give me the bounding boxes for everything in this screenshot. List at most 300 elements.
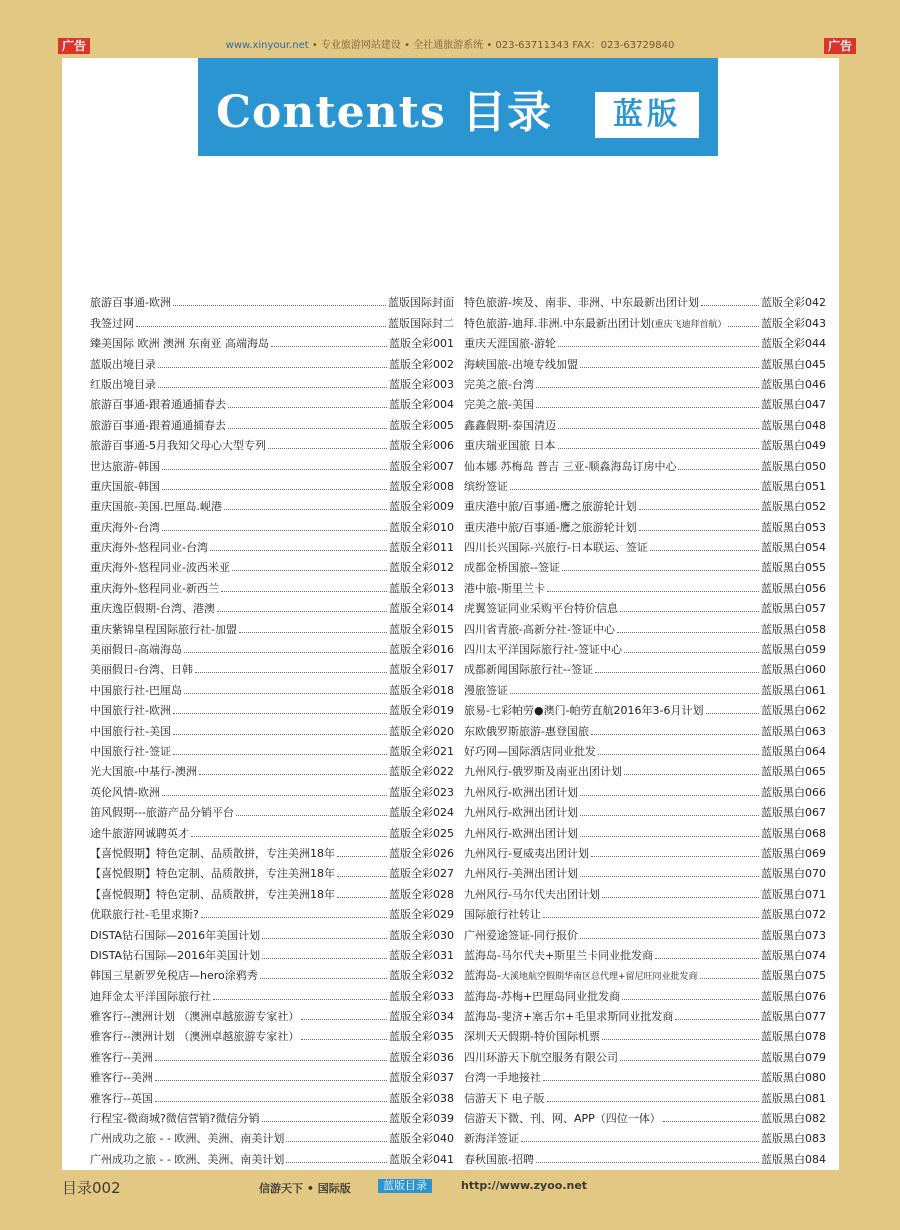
dot-leader [239, 632, 387, 633]
toc-entry-title: 雅客行--美洲 [90, 1050, 153, 1064]
toc-entry-title: 九州风行-欧洲出团计划 [464, 785, 578, 799]
toc-entry[interactable] [464, 351, 826, 371]
toc-entry[interactable] [90, 290, 454, 310]
dot-leader [221, 591, 387, 592]
toc-entry-page: 蓝版黑白053 [761, 520, 826, 534]
dot-leader [286, 1141, 387, 1142]
toc-entry[interactable] [90, 657, 454, 677]
toc-entry[interactable] [90, 1044, 454, 1064]
toc-entry-title: 国际旅行社转让 [464, 908, 541, 922]
toc-entry[interactable] [464, 943, 826, 963]
dot-leader [602, 897, 759, 898]
toc-entry[interactable] [90, 1085, 454, 1105]
toc-entry[interactable] [90, 983, 454, 1003]
toc-entry[interactable] [464, 494, 826, 514]
toc-entry[interactable] [90, 861, 454, 881]
ad-badge-left: 广告 [58, 38, 90, 54]
dot-leader [543, 1080, 759, 1081]
toc-entry-title: 九州风行-欧洲出团计划 [464, 826, 578, 840]
toc-entry-page: 蓝版全彩040 [389, 1132, 454, 1146]
toc-entry-title: 旅游百事通-跟着通通捕春去 [90, 418, 226, 432]
toc-entry-title: 成都新闻国际旅行社--签证 [464, 663, 593, 677]
dot-leader [271, 346, 387, 347]
toc-entry-title: 蓝海岛-马尔代夫+斯里兰卡同业批发商 [464, 948, 654, 962]
toc-entry-title: 东欧俄罗斯旅游-惠登国旅 [464, 724, 589, 738]
toc-entry-page: 蓝版黑白079 [761, 1050, 826, 1064]
dot-leader [580, 815, 759, 816]
toc-entry-page: 蓝版国际封二 [388, 316, 454, 330]
dot-leader [337, 856, 387, 857]
toc-entry-title: 深圳天天假期-特价国际机票 [464, 1030, 600, 1044]
header-text: • 专业旅游网站建设 • 全社通旅游系统 • 023-63711343 [308, 40, 570, 51]
toc-entry[interactable] [464, 412, 826, 432]
toc-entry-note: (重庆飞迪拜首航） [650, 319, 727, 330]
toc-entry-page: 蓝版黑白057 [761, 602, 826, 616]
toc-entry[interactable] [464, 800, 826, 820]
toc-entry-title: 行程宝-微商城?微信营销?微信分销 [90, 1112, 260, 1126]
toc-entry[interactable] [90, 555, 454, 575]
dot-leader [617, 632, 759, 633]
dot-leader [580, 938, 759, 939]
dot-leader [558, 428, 759, 429]
dot-leader [162, 469, 387, 470]
toc-entry-title: 重庆紫锦皇程国际旅行社-加盟 [90, 622, 237, 636]
dot-leader [262, 938, 387, 939]
toc-entry-page: 蓝版全彩031 [389, 948, 454, 962]
toc-entry-page: 蓝版黑白084 [761, 1152, 826, 1166]
toc-entry[interactable] [464, 1085, 826, 1105]
toc-entry[interactable] [90, 310, 454, 330]
dot-leader [201, 917, 387, 918]
toc-entry-page: 蓝版黑白050 [761, 459, 826, 473]
toc-entry[interactable] [90, 596, 454, 616]
site-url[interactable]: www.xinyour.net [225, 40, 309, 51]
toc-entry-title: 光大国旅-中基行-澳洲 [90, 765, 197, 779]
toc-entry-page: 蓝版黑白062 [761, 704, 826, 718]
toc-entry[interactable] [464, 514, 826, 534]
dot-leader [591, 856, 759, 857]
toc-entry-title: 好巧网—国际酒店同业批发 [464, 744, 596, 758]
dot-leader [547, 1101, 760, 1102]
toc-entry-page: 蓝版黑白068 [761, 826, 826, 840]
toc-entry[interactable] [90, 535, 454, 555]
toc-entry[interactable] [464, 1126, 826, 1146]
page-number: 目录002 [62, 1179, 121, 1197]
toc-entry[interactable] [90, 943, 454, 963]
toc-entry-title: 四川长兴国际-兴旅行-日本联运、签证 [464, 541, 648, 555]
toc-entry[interactable] [90, 779, 454, 799]
dot-leader [268, 448, 387, 449]
toc-entry-title: 漫旅签证 [464, 683, 508, 697]
dot-leader [701, 305, 759, 306]
toc-entry[interactable] [90, 575, 454, 595]
toc-entry-page: 蓝版全彩027 [389, 867, 454, 881]
toc-entry-page: 蓝版全彩008 [389, 479, 454, 493]
toc-entry-page: 蓝版黑白083 [761, 1132, 826, 1146]
toc-entry[interactable] [464, 963, 826, 983]
dot-leader [580, 795, 759, 796]
dot-leader [580, 836, 759, 837]
toc-entry-title: DISTA钻石国际—2016年美国计划 [90, 928, 261, 942]
toc-entry[interactable] [464, 861, 826, 881]
dot-leader [706, 713, 760, 714]
toc-entry-title: 仙本娜 苏梅岛 普吉 三亚-顺淼海岛订房中心 [464, 459, 677, 473]
toc-entry[interactable] [464, 922, 826, 942]
toc-entry-page: 蓝版黑白056 [761, 581, 826, 595]
toc-entry[interactable] [464, 820, 826, 840]
toc-entry[interactable] [90, 759, 454, 779]
dot-leader [521, 1141, 759, 1142]
dot-leader [228, 407, 387, 408]
toc-entry-title: 九州风行-欧洲出团计划 [464, 806, 578, 820]
toc-entry-title: 重庆海外-悠程同业-台湾 [90, 541, 208, 555]
toc-entry[interactable] [90, 841, 454, 861]
toc-entry-page: 蓝版全彩021 [389, 744, 454, 758]
toc-entry-title: 蓝海岛-斐济+塞舌尔+毛里求斯同业批发商 [464, 1010, 674, 1024]
contents-banner [198, 58, 718, 156]
dot-leader [536, 1162, 759, 1163]
toc-entry-title: 中国旅行社-欧洲 [90, 704, 171, 718]
toc-entry-page: 蓝版黑白059 [761, 643, 826, 657]
dot-leader [591, 734, 759, 735]
dot-leader [155, 1080, 387, 1081]
footer-url[interactable]: http://www.zyoo.net [461, 1179, 588, 1192]
toc-entry-title: 优联旅行社-毛里求斯? [90, 908, 199, 922]
toc-entry[interactable] [464, 310, 826, 330]
toc-entry-page: 蓝版黑白064 [761, 744, 826, 758]
toc-entry[interactable] [90, 392, 454, 412]
toc-entry-page: 蓝版全彩016 [389, 643, 454, 657]
toc-entry[interactable] [90, 494, 454, 514]
toc-left-column [90, 290, 454, 1167]
toc-entry-page: 蓝版全彩001 [389, 337, 454, 351]
toc-entry[interactable] [464, 555, 826, 575]
toc-entry[interactable] [464, 1106, 826, 1126]
toc-entry-page: 蓝版全彩036 [389, 1050, 454, 1064]
toc-entry-title: 重庆瑞亚国旅 日本 [464, 439, 556, 453]
banner-title: Contents 目录 [216, 87, 553, 138]
toc-entry[interactable] [90, 372, 454, 392]
toc-entry[interactable] [90, 963, 454, 983]
toc-entry-page: 蓝版全彩023 [389, 785, 454, 799]
toc-entry-title: 臻美国际 欧洲 澳洲 东南亚 高端海岛 [90, 337, 269, 351]
dot-leader [580, 876, 759, 877]
dot-leader [301, 1019, 387, 1020]
toc-entry[interactable] [90, 881, 454, 901]
toc-entry[interactable] [90, 739, 454, 759]
dot-leader [622, 999, 759, 1000]
toc-entry-title: 蓝海岛-大溪地航空假期华南区总代理+留尼旺同业批发商 [464, 969, 698, 983]
toc-entry-page: 蓝版全彩025 [389, 826, 454, 840]
toc-entry-title: 重庆海外-悠程同业-新西兰 [90, 581, 219, 595]
toc-entry-title: 韩国三星新罗免税店—hero涂鸦秀 [90, 969, 258, 983]
footer-bar [0, 1172, 900, 1200]
dot-leader [337, 897, 387, 898]
dot-leader [650, 550, 759, 551]
dot-leader [213, 999, 387, 1000]
toc-entry-title: 笛风假期---旅游产品分销平台 [90, 806, 234, 820]
toc-entry[interactable] [90, 474, 454, 494]
toc-entry[interactable] [464, 779, 826, 799]
toc-entry[interactable] [464, 718, 826, 738]
toc-entry[interactable] [90, 698, 454, 718]
toc-entry-title: 【喜悦假期】特色定制、品质散拼，专注美洲18年 [90, 887, 335, 901]
toc-entry[interactable] [464, 433, 826, 453]
toc-entry-page: 蓝版黑白081 [761, 1091, 826, 1105]
toc-entry[interactable] [464, 392, 826, 412]
toc-entry[interactable] [90, 718, 454, 738]
toc-entry-title: 完美之旅-台湾 [464, 377, 534, 391]
toc-entry-page: 蓝版黑白080 [761, 1071, 826, 1085]
toc-entry[interactable] [90, 453, 454, 473]
toc-entry-page: 蓝版全彩007 [389, 459, 454, 473]
toc-entry-title: 重庆逸臣假期-台湾、港澳 [90, 602, 215, 616]
toc-entry-title: 重庆海外-台湾 [90, 520, 160, 534]
toc-entry-title: 雅客行--英国 [90, 1091, 153, 1105]
toc-entry[interactable] [90, 514, 454, 534]
dot-leader [580, 367, 759, 368]
dot-leader [595, 672, 759, 673]
dot-leader [620, 1060, 759, 1061]
toc-entry-page: 蓝版黑白048 [761, 418, 826, 432]
toc-entry[interactable] [90, 637, 454, 657]
toc-entry[interactable] [464, 290, 826, 310]
toc-entry-page: 蓝版黑白055 [761, 561, 826, 575]
dot-leader [162, 489, 387, 490]
toc-entry[interactable] [464, 474, 826, 494]
toc-entry-page: 蓝版全彩011 [389, 541, 454, 555]
toc-entry[interactable] [464, 739, 826, 759]
dot-leader [236, 815, 387, 816]
toc-entry[interactable] [464, 657, 826, 677]
toc-entry[interactable] [464, 841, 826, 861]
toc-entry-page: 蓝版黑白076 [761, 989, 826, 1003]
toc-entry-title: 特色旅游-埃及、南非、非洲、中东最新出团计划 [464, 296, 699, 310]
ad-badge-right: 广告 [824, 38, 856, 54]
toc-entry-title: 四川省青旅-高新分社-签证中心 [464, 622, 615, 636]
dot-leader [728, 326, 759, 327]
dot-leader [543, 917, 759, 918]
toc-entry-page: 蓝版黑白054 [761, 541, 826, 555]
toc-entry[interactable] [90, 616, 454, 636]
toc-entry-page: 蓝版黑白077 [761, 1010, 826, 1024]
toc-entry-title: 九州风行-俄罗斯及南亚出团计划 [464, 765, 622, 779]
toc-entry-title: 九州风行-夏威夷出团计划 [464, 846, 589, 860]
dot-leader [155, 1060, 387, 1061]
dot-leader [162, 795, 387, 796]
toc-entry-title: 途牛旅游网诚聘英才 [90, 826, 189, 840]
dot-leader [136, 326, 386, 327]
toc-entry[interactable] [464, 535, 826, 555]
toc-entry-title: 雅客行--澳洲计划 （澳洲卓越旅游专家社） [90, 1030, 300, 1044]
dot-leader [301, 1039, 387, 1040]
toc-entry-title: 迪拜金太平洋国际旅行社 [90, 989, 211, 1003]
toc-entry[interactable] [464, 453, 826, 473]
header-fax: FAX：023-63729840 [569, 40, 675, 51]
banner-edition-tag: 蓝版 [595, 92, 699, 138]
dot-leader [558, 346, 759, 347]
toc-entry-page: 蓝版全彩041 [389, 1152, 454, 1166]
toc-entry[interactable] [90, 351, 454, 371]
toc-entry-page: 蓝版全彩010 [389, 520, 454, 534]
toc-entry-title: DISTA钻石国际—2016年美国计划 [90, 948, 261, 962]
toc-entry-page: 蓝版全彩012 [389, 561, 454, 575]
toc-entry-page: 蓝版黑白060 [761, 663, 826, 677]
toc-entry[interactable] [464, 575, 826, 595]
toc-entry[interactable] [90, 1106, 454, 1126]
dot-leader [195, 672, 387, 673]
toc-entry[interactable] [464, 637, 826, 657]
footer-section-tag: 蓝版目录 [378, 1179, 432, 1193]
toc-entry-title: 信游天下 电子版 [464, 1091, 545, 1105]
dot-leader [210, 550, 387, 551]
toc-entry[interactable] [464, 616, 826, 636]
toc-entry-title: 新海洋签证 [464, 1132, 519, 1146]
toc-entry-page: 蓝版全彩026 [389, 846, 454, 860]
toc-entry[interactable] [90, 820, 454, 840]
toc-entry-page: 蓝版黑白065 [761, 765, 826, 779]
dot-leader [155, 1101, 387, 1102]
toc-entry-title: 英伦风情-欧洲 [90, 785, 160, 799]
toc-entry[interactable] [464, 596, 826, 616]
toc-entry[interactable] [464, 1146, 826, 1166]
dot-leader [700, 978, 759, 979]
toc-entry-page: 蓝版全彩030 [389, 928, 454, 942]
toc-entry[interactable] [464, 1065, 826, 1085]
toc-entry-page: 蓝版黑白052 [761, 500, 826, 514]
toc-entry[interactable] [90, 1024, 454, 1044]
toc-entry-page: 蓝版全彩032 [389, 969, 454, 983]
toc-entry[interactable] [464, 1044, 826, 1064]
toc-entry-page: 蓝版全彩035 [389, 1030, 454, 1044]
toc-entry[interactable] [464, 759, 826, 779]
toc-entry-title: 旅游百事通-欧洲 [90, 296, 171, 310]
toc-entry-page: 蓝版黑白082 [761, 1112, 826, 1126]
toc-entry-title: 【喜悦假期】特色定制、品质散拼，专注美洲18年 [90, 846, 335, 860]
toc-entry-title: 美丽假日-台湾、日韩 [90, 663, 193, 677]
toc-entry-page: 蓝版全彩037 [389, 1071, 454, 1085]
toc-entry[interactable] [464, 881, 826, 901]
toc-entry-page: 蓝版黑白049 [761, 439, 826, 453]
toc-entry[interactable] [90, 1065, 454, 1085]
toc-entry[interactable] [464, 1024, 826, 1044]
dot-leader [558, 448, 760, 449]
toc-entry[interactable] [90, 1146, 454, 1166]
toc-entry[interactable] [90, 412, 454, 432]
toc-entry[interactable] [90, 433, 454, 453]
toc-entry[interactable] [90, 677, 454, 697]
toc-entry-page: 蓝版国际封面 [388, 296, 454, 310]
toc-entry-title: 红版出境目录 [90, 377, 156, 391]
toc-entry-page: 蓝版全彩013 [389, 581, 454, 595]
toc-entry-page: 蓝版黑白074 [761, 948, 826, 962]
dot-leader [547, 591, 759, 592]
toc-entry-page: 蓝版全彩017 [389, 663, 454, 677]
toc-entry-title: 旅易-七彩帕劳●澳门-帕劳直航2016年3-6月计划 [464, 704, 704, 718]
toc-entry-title: 雅客行--澳洲计划 （澳洲卓越旅游专家社） [90, 1010, 300, 1024]
toc-entry[interactable] [464, 1004, 826, 1024]
toc-entry[interactable] [90, 331, 454, 351]
toc-entry-page: 蓝版全彩004 [389, 398, 454, 412]
toc-entry-page: 蓝版黑白067 [761, 806, 826, 820]
toc-entry-page: 蓝版黑白058 [761, 622, 826, 636]
toc-entry[interactable] [90, 1126, 454, 1146]
dot-leader [217, 611, 387, 612]
toc-entry-title: 港中旅-斯里兰卡 [464, 581, 545, 595]
toc-entry-page: 蓝版黑白047 [761, 398, 826, 412]
toc-entry[interactable] [464, 331, 826, 351]
toc-entry-page: 蓝版黑白061 [761, 683, 826, 697]
toc-entry-title: 蓝版出境目录 [90, 357, 156, 371]
toc-entry[interactable] [464, 372, 826, 392]
toc-entry-title: 中国旅行社-巴厘岛 [90, 683, 182, 697]
dot-leader [624, 774, 759, 775]
toc-entry[interactable] [464, 983, 826, 1003]
toc-entry[interactable] [464, 677, 826, 697]
toc-entry-page: 蓝版黑白070 [761, 867, 826, 881]
toc-entry-title: 重庆港中旅/百事通-鹰之旅游轮计划 [464, 500, 637, 514]
dot-leader [602, 1039, 759, 1040]
toc-entry-title: 广州成功之旅 - - 欧洲、美洲、南美计划 [90, 1152, 285, 1166]
toc-entry-page: 蓝版黑白069 [761, 846, 826, 860]
dot-leader [678, 469, 759, 470]
dot-leader [173, 754, 387, 755]
toc-entry-page: 蓝版全彩034 [389, 1010, 454, 1024]
dot-leader [173, 713, 387, 714]
toc-entry-page: 蓝版全彩033 [389, 989, 454, 1003]
dot-leader [620, 611, 759, 612]
toc-entry-page: 蓝版全彩029 [389, 908, 454, 922]
dot-leader [562, 570, 759, 571]
toc-entry-page: 蓝版黑白072 [761, 908, 826, 922]
toc-entry-title: 四川太平洋国际旅行社-签证中心 [464, 643, 622, 657]
toc-entry-title: 旅游百事通-5月我知父母心大型专列 [90, 439, 266, 453]
toc-entry-title: 【喜悦假期】特色定制、品质散拼，专注美洲18年 [90, 867, 335, 881]
toc-entry-page: 蓝版黑白078 [761, 1030, 826, 1044]
dot-leader [262, 958, 387, 959]
dot-leader [173, 305, 386, 306]
toc-entry-page: 蓝版全彩022 [389, 765, 454, 779]
toc-entry-title: 重庆国旅-美国.巴厘岛.岘港 [90, 500, 222, 514]
dot-leader [184, 693, 387, 694]
dot-leader [624, 652, 759, 653]
toc-entry-page: 蓝版全彩038 [389, 1091, 454, 1105]
toc-entry-note: 大溪地航空假期华南区总代理+留尼旺同业批发商 [500, 972, 698, 983]
toc-entry[interactable] [90, 902, 454, 922]
toc-entry-title: 美丽假日-高端海岛 [90, 643, 182, 657]
toc-entry[interactable] [90, 922, 454, 942]
toc-entry[interactable] [464, 698, 826, 718]
toc-entry-page: 蓝版全彩014 [389, 602, 454, 616]
dot-leader [536, 387, 759, 388]
toc-entry-title: 中国旅行社-美国 [90, 724, 171, 738]
toc-entry-title: 海峡国旅-出境专线加盟 [464, 357, 578, 371]
toc-entry-page: 蓝版全彩020 [389, 724, 454, 738]
toc-entry-title: 蓝海岛-苏梅+巴厘岛同业批发商 [464, 989, 621, 1003]
dot-leader [232, 570, 387, 571]
toc-entry[interactable] [90, 800, 454, 820]
toc-entry[interactable] [464, 902, 826, 922]
toc-entry-page: 蓝版黑白073 [761, 928, 826, 942]
toc-entry[interactable] [90, 1004, 454, 1024]
dot-leader [158, 367, 387, 368]
toc-entry-page: 蓝版全彩009 [389, 500, 454, 514]
dot-leader [173, 734, 387, 735]
dot-leader [663, 1121, 759, 1122]
toc-entry-title: 雅客行--美洲 [90, 1071, 153, 1085]
toc-entry-title: 春秋国旅-招聘 [464, 1152, 534, 1166]
dot-leader [191, 836, 387, 837]
